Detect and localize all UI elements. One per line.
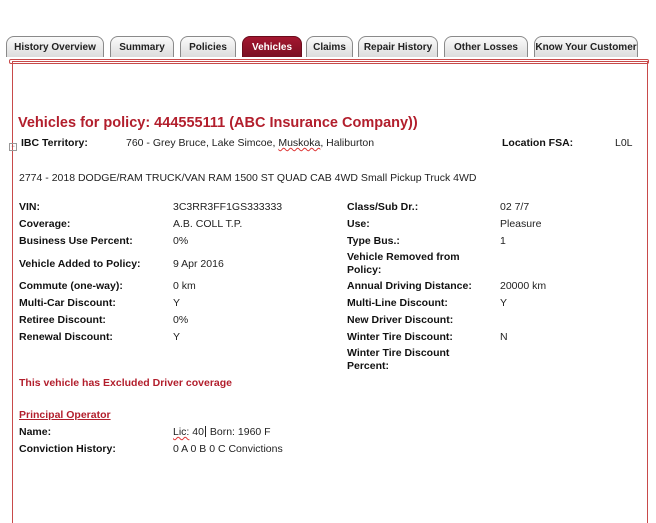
vin-label: VIN:	[19, 201, 40, 213]
coverage-label: Coverage:	[19, 218, 71, 230]
tab-vehicles[interactable]: Vehicles	[242, 36, 302, 57]
text-cursor	[205, 426, 206, 437]
use-label: Use:	[347, 218, 370, 230]
vehicle-removed-label: Vehicle Removed from Policy:	[347, 251, 460, 276]
coverage-value: A.B. COLL T.P.	[173, 218, 243, 230]
expand-collapse-icon[interactable]: −	[9, 143, 17, 151]
class-sub-dr-value: 02 7/7	[500, 201, 530, 213]
vin-value: 3C3RR3FF1GS333333	[173, 201, 283, 213]
renewal-discount-label: Renewal Discount:	[19, 331, 113, 343]
excluded-driver-notice: This vehicle has Excluded Driver coverage	[19, 377, 233, 389]
tab-summary[interactable]: Summary	[110, 36, 174, 57]
conviction-history-value: 0 A 0 B 0 C Convictions	[173, 443, 283, 455]
operator-name-value	[173, 426, 271, 438]
vehicle-added-value: 9 Apr 2016	[173, 258, 224, 270]
location-fsa-label: Location FSA:	[502, 137, 574, 149]
born-text: Born: 1960 F	[209, 426, 271, 438]
tab-repair-history[interactable]: Repair History	[358, 36, 438, 57]
business-use-percent-value: 0%	[173, 235, 189, 247]
operator-name-label: Name:	[19, 426, 52, 438]
multi-line-discount-label: Multi-Line Discount:	[347, 297, 448, 309]
ibc-territory-label: IBC Territory:	[21, 137, 88, 149]
ibc-territory-value: 760 - Grey Bruce, Lake Simcoe, Muskoka, Haliburton	[126, 137, 375, 149]
commute-value: 0 km	[173, 280, 196, 292]
multi-car-discount-value: Y	[173, 297, 181, 309]
retiree-discount-label: Retiree Discount:	[19, 314, 106, 326]
lic-value[interactable]: 40	[192, 426, 204, 438]
vehicle-added-label: Vehicle Added to Policy:	[19, 258, 141, 270]
multi-line-discount-value: Y	[500, 297, 508, 309]
multi-car-discount-label: Multi-Car Discount:	[19, 297, 116, 309]
commute-label: Commute (one-way):	[19, 280, 123, 292]
winter-tire-discount-value: N	[500, 331, 508, 343]
principal-operator-link[interactable]: Principal Operator	[19, 409, 111, 421]
tab-history-overview[interactable]: History Overview	[6, 36, 104, 57]
lic-label: Lic:	[173, 426, 190, 438]
winter-tire-discount-percent-label: Winter Tire Discount Percent:	[347, 347, 450, 372]
class-sub-dr-label: Class/Sub Dr.:	[347, 201, 419, 213]
tab-policies[interactable]: Policies	[180, 36, 236, 57]
business-use-percent-label: Business Use Percent:	[19, 235, 133, 247]
type-bus-label: Type Bus.:	[347, 235, 400, 247]
vehicle-description: 2774 - 2018 DODGE/RAM TRUCK/VAN RAM 1500 ST QUAD CAB 4WD Small Pickup Truck 4WD	[19, 172, 477, 184]
tab-claims[interactable]: Claims	[306, 36, 353, 57]
tab-know-your-customer[interactable]: Know Your Customer	[534, 36, 638, 57]
conviction-history-label: Conviction History:	[19, 443, 116, 455]
winter-tire-discount-label: Winter Tire Discount:	[347, 331, 453, 343]
renewal-discount-value: Y	[173, 331, 181, 343]
tab-other-losses[interactable]: Other Losses	[444, 36, 528, 57]
new-driver-discount-label: New Driver Discount:	[347, 314, 454, 326]
annual-driving-distance-label: Annual Driving Distance:	[347, 280, 472, 292]
type-bus-value: 1	[500, 235, 506, 247]
use-value: Pleasure	[500, 218, 542, 230]
location-fsa-value: L0L	[615, 137, 633, 149]
page-title: Vehicles for policy: 444555111 (ABC Insurance Company))	[18, 115, 418, 131]
annual-driving-distance-value: 20000 km	[500, 280, 547, 292]
retiree-discount-value: 0%	[173, 314, 189, 326]
